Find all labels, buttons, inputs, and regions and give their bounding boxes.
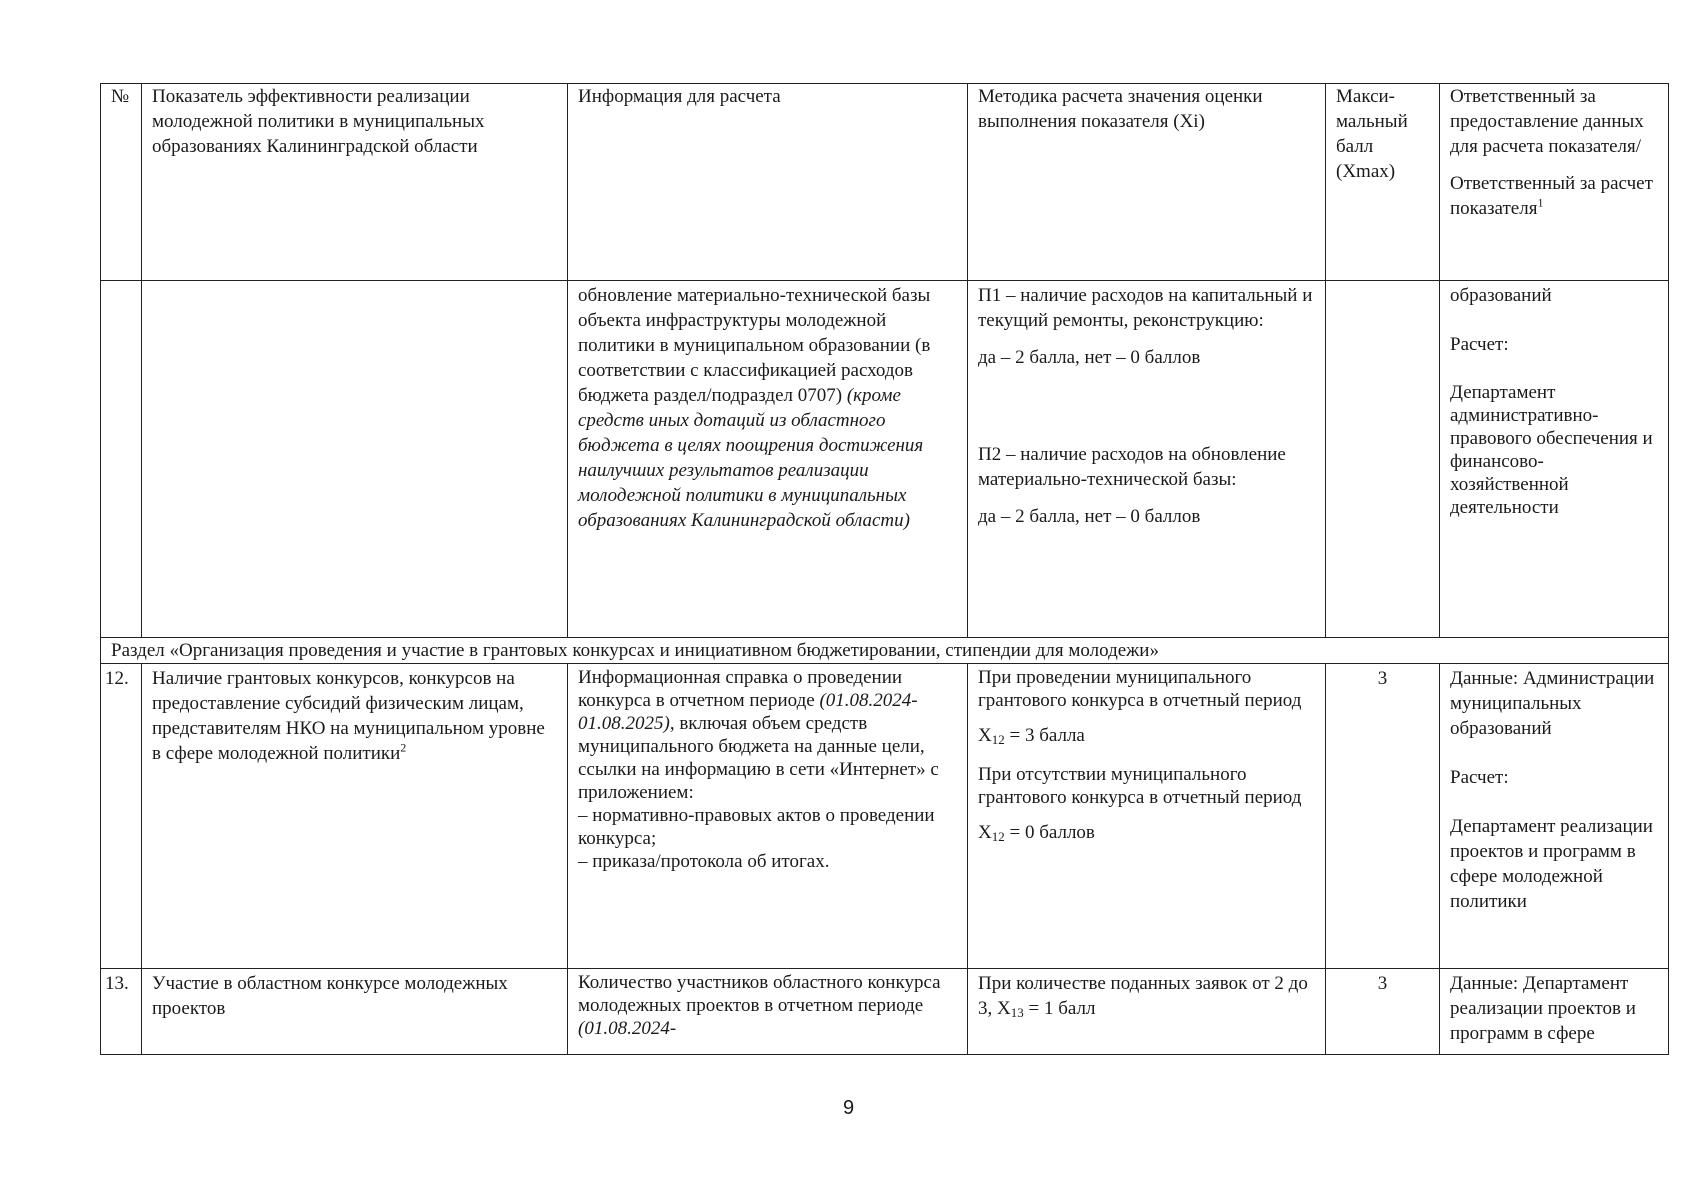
header-max-score: Макси-мальный балл (Xmax)	[1326, 84, 1440, 281]
table-row-13	[101, 969, 1669, 1055]
row11-info: обновление материально-технической базы объекта инфраструктуры молодежной политики в муниципальном образовании (в соответствии с классификацией расходов бюджета раздел/подраздел 0707) (кроме средств иных дотаций из областного бюджета в целях поощрения достижения наилучших результатов реализации молодежной политики в муниципальных образованиях Калининградской области)	[568, 281, 968, 638]
row11-method	[968, 281, 1326, 638]
row13-responsible: Данные: Департамент реализации проектов и программ в сфере	[1440, 969, 1669, 1055]
row11-number	[101, 281, 142, 638]
header-method: Методика расчета значения оценки выполнения показателя (Xi)	[968, 84, 1326, 281]
header-info: Информация для расчета	[568, 84, 968, 281]
header-responsible	[1440, 84, 1669, 281]
header-responsible-calc: Ответственный за расчет показателя$^1$	[1450, 173, 1653, 219]
row11-responsible: образований Расчет: Департамент административно-правового обеспечения и финансово-хозяйственной деятельности	[1440, 281, 1669, 638]
row12-max: 3	[1326, 664, 1440, 969]
table-header-row	[101, 84, 1669, 281]
row13-max: 3	[1326, 969, 1440, 1055]
row13-info: Количество участников областного конкурса молодежных проектов в отчетном периоде (01.08.2024-	[568, 969, 968, 1055]
row12-method: При проведении муниципального грантового конкурса в отчетный период $X_{12} = 3$ балла При отсутствии муниципального грантового конкурса в отчетный период $X_{12} = 0$ баллов	[968, 664, 1326, 969]
row11-p2-score: да – 2 балла, нет – 0 баллов	[978, 506, 1201, 527]
row11-p1: П1 – наличие расходов на капитальный и текущий ремонты, реконструкцию:	[978, 285, 1313, 331]
row11-indicator	[142, 281, 568, 638]
section-row	[101, 638, 1669, 664]
section-title: Раздел «Организация проведения и участие в грантовых конкурсах и инициативном бюджетировании, стипендии для молодежи»	[101, 638, 1669, 664]
header-indicator: Показатель эффективности реализации молодежной политики в муниципальных образованиях Калининградской области	[142, 84, 568, 281]
row13-number: 13.	[101, 969, 142, 1055]
row12-number: 12.	[101, 664, 142, 969]
footnote-ref: 1	[1537, 195, 1544, 210]
table-row-12	[101, 664, 1669, 969]
row11-p1-score: да – 2 балла, нет – 0 баллов	[978, 347, 1201, 368]
row12-indicator: Наличие грантовых конкурсов, конкурсов на предоставление субсидий физическим лицам, представителям НКО на муниципальном уровне в сфере молодежной политики$^2$	[142, 664, 568, 969]
header-number: №	[101, 84, 142, 281]
header-responsible-data: Ответственный за предоставление данных для расчета показателя/	[1450, 86, 1644, 157]
indicator-table	[100, 83, 1669, 1055]
row12-info: Информационная справка о проведении конкурса в отчетном периоде (01.08.2024-01.08.2025), включая объем средств муниципального бюджета на данные цели, ссылки на информацию в сети «Интернет» с приложением: – нормативно-правовых актов о проведении конкурса; – приказа/протокола об итогах.	[568, 664, 968, 969]
row11-max	[1326, 281, 1440, 638]
page-number: 9	[842, 1097, 855, 1119]
row11-p2: П2 – наличие расходов на обновление материально-технической базы:	[978, 444, 1286, 490]
row12-responsible: Данные: Администрации муниципальных образований Расчет: Департамент реализации проектов и программ в сфере молодежной политики	[1440, 664, 1669, 969]
row13-method: При количестве поданных заявок от 2 до 3, $X_{13} = 1$ балл	[968, 969, 1326, 1055]
row13-indicator: Участие в областном конкурсе молодежных проектов	[142, 969, 568, 1055]
table-row-11-continued	[101, 281, 1669, 638]
